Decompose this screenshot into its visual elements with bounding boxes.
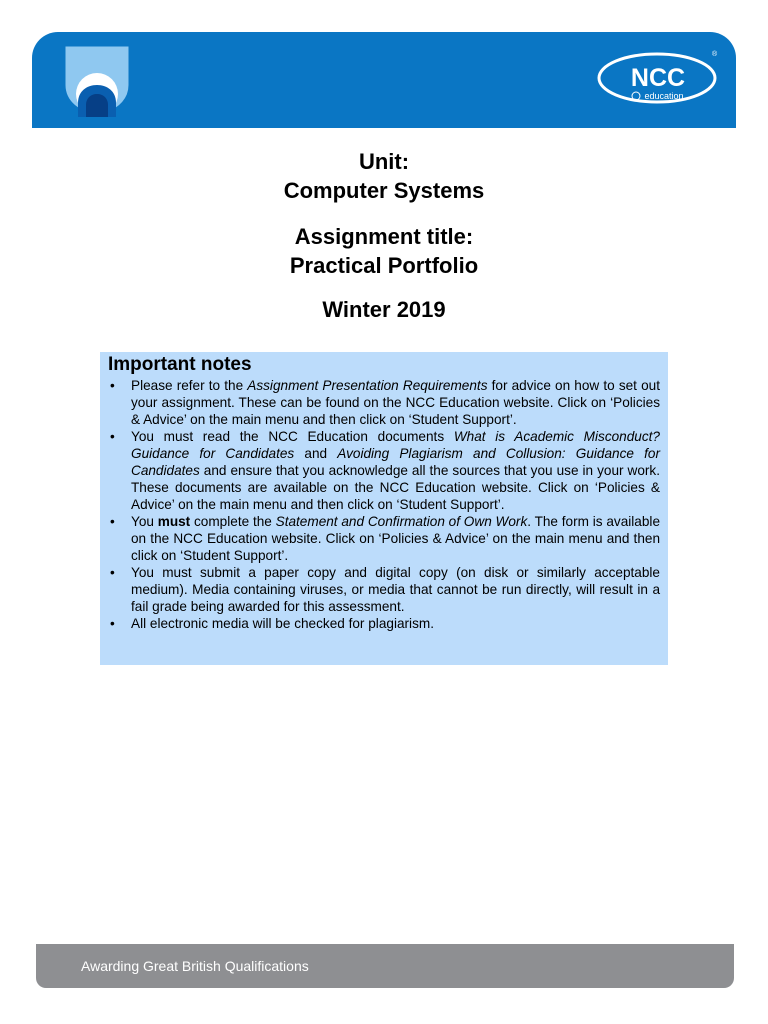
registered-mark: ® (712, 51, 718, 58)
footer-tagline: Awarding Great British Qualifications (81, 958, 309, 974)
ncc-wordmark: NCC (630, 64, 686, 92)
title-block (0, 147, 768, 324)
bullet: • (110, 616, 115, 631)
list-item: • You must complete the Statement and Confirmation of Own Work. The form is available on the NCC Education website. Click on ‘Policies & Advice’ on the main menu and then click on ‘Student Support’. (110, 514, 660, 563)
important-notes-box (100, 352, 668, 665)
bullet: • (110, 514, 115, 529)
list-item: • Please refer to the Assignment Presentation Requirements for advice on how to set out your assignment. These can be found on the NCC Education website. Click on ‘Policies & Advice’ on the main menu and then click on ‘Student Support’. (110, 378, 660, 427)
session-title: Winter 2019 (322, 297, 446, 322)
crest-shield-icon (64, 45, 130, 117)
assignment-name: Practical Portfolio (289, 253, 479, 278)
list-item: • You must submit a paper copy and digital copy (on disk or similarly acceptable medium). Media containing viruses, or media that cannot be run directly, will result in a fail grade being awarded for this assessment. (110, 565, 660, 614)
header-banner (32, 32, 736, 128)
assignment-label: Assignment title: (294, 224, 474, 249)
bullet: • (110, 565, 115, 580)
notes-list (108, 377, 660, 632)
bullet: • (110, 378, 115, 393)
ncc-subtext: education (644, 91, 684, 101)
ncc-education-logo (592, 46, 722, 110)
unit-label: Unit: (358, 149, 410, 174)
list-item: • You must read the NCC Education documents What is Academic Misconduct? Guidance for Candidates and Avoiding Plagiarism and Collusion: Guidance for Candidates and ensure that you acknowledge all the sources that you use in your work. These documents are available on the NCC Education website. Click on ‘Policies & Advice’ on the main menu and then click on ‘Student Support’. (110, 429, 661, 512)
unit-name: Computer Systems (283, 178, 485, 203)
bullet: • (110, 429, 115, 444)
globe-icon (632, 92, 640, 100)
footer-banner (36, 944, 734, 988)
list-item: • All electronic media will be checked for plagiarism. (110, 616, 434, 631)
notes-heading: Important notes (108, 354, 252, 375)
